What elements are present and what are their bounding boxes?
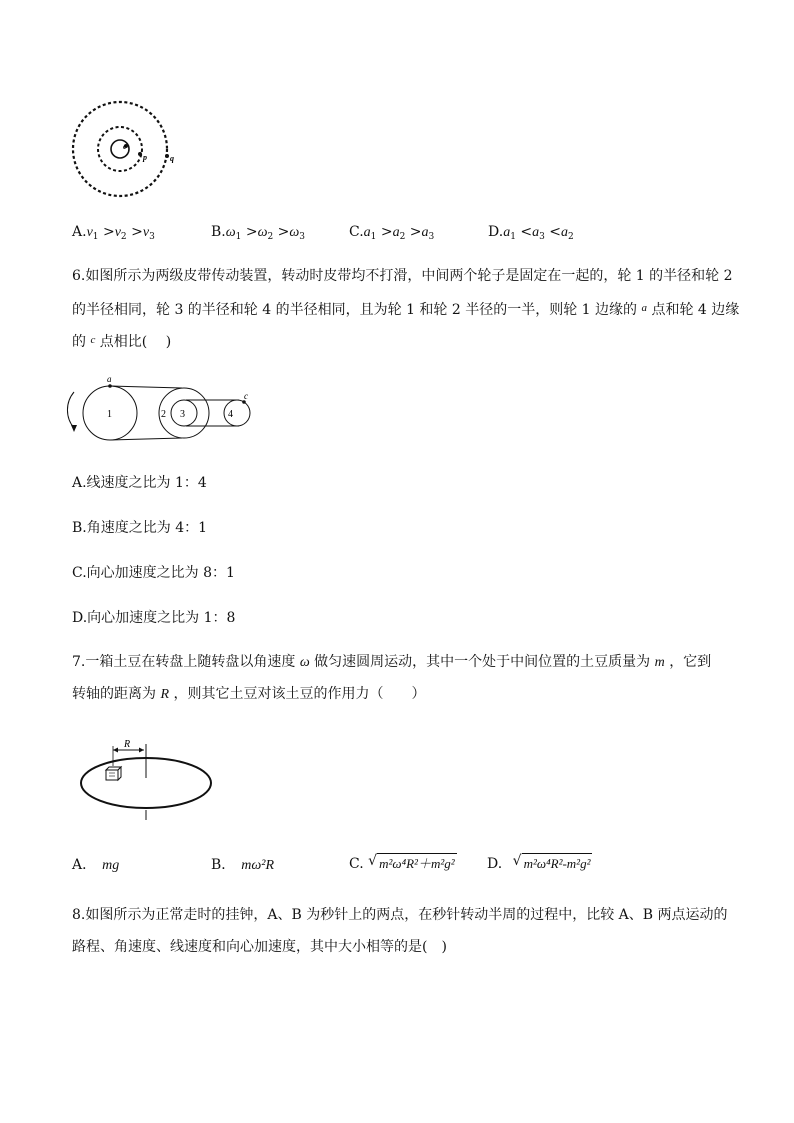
q6-option-a: A.线速度之比为 1：4 [72, 475, 207, 491]
label-1: 1 [107, 409, 112, 420]
q5-option-c: $C.a_1 >a_2 >a_3$ [349, 224, 435, 242]
q7-option-a: A． mg [72, 857, 120, 873]
q6-option-b: B.角速度之比为 4：1 [72, 520, 208, 536]
q5-option-a: $A.v_1 >v_2 >v_3$ [72, 224, 155, 242]
q5-option-b: $B.\omega_1 >\omega_2 >\omega_3$ [211, 224, 305, 242]
q6-option-d: D.向心加速度之比为 1：8 [72, 610, 236, 626]
q7-option-c: C. √ m²ω⁴R²＋m²g² [349, 853, 455, 872]
q7-option-d: D. √ m²ω⁴R²-m²g² [487, 853, 591, 872]
label-a: a [107, 374, 112, 384]
label-R: R [124, 739, 131, 750]
label-p: p [143, 153, 147, 162]
q6-line-2: 的半径相同，轮 3 的半径和轮 4 的半径相同，且为轮 1 和轮 2 半径的一半，则轮 1 边缘的 $^a$ 点和轮 4 边缘 [72, 302, 740, 318]
q7-option-b: B． mω²R [211, 857, 275, 873]
label-e: e [123, 142, 127, 151]
label-3: 3 [180, 409, 185, 420]
turntable-figure [78, 738, 218, 824]
label-c: c [244, 391, 248, 401]
label-4: 4 [228, 409, 233, 420]
q8-line-2: 路程、角速度、线速度和向心加速度，其中大小相等的是( ) [72, 939, 447, 955]
concentric-circles-figure [68, 98, 178, 203]
sqrt-c: √ m²ω⁴R²＋m²g² [368, 853, 457, 874]
q6-line-3: 的 $^c$ 点相比( ) [72, 334, 172, 350]
q7-line-1: 7.一箱土豆在转盘上随转盘以角速度 ω 做匀速圆周运动，其中一个处于中间位置的土豆质量为 m ，它到 [72, 654, 712, 670]
label-q: q [170, 154, 174, 163]
q5-option-d: $D.a_1 <a_3 <a_2$ [488, 224, 574, 242]
q7-line-2: 转轴的距离为 R ，则其它土豆对该土豆的作用力（ ） [72, 686, 426, 702]
q6-line-1: 6.如图所示为两级皮带传动装置，转动时皮带均不打滑，中间两个轮子是固定在一起的，轮 1 的半径和轮 2 [72, 268, 733, 284]
q6-option-c: C.向心加速度之比为 8：1 [72, 565, 235, 581]
sqrt-d: √ m²ω⁴R²-m²g² [513, 853, 593, 874]
label-2: 2 [161, 409, 166, 420]
q8-line-1: 8.如图所示为正常走时的挂钟，A、B 为秒针上的两点，在秒针转动半周的过程中，比较 A、B 两点运动的 [72, 907, 728, 923]
pulley-figure [62, 370, 262, 446]
